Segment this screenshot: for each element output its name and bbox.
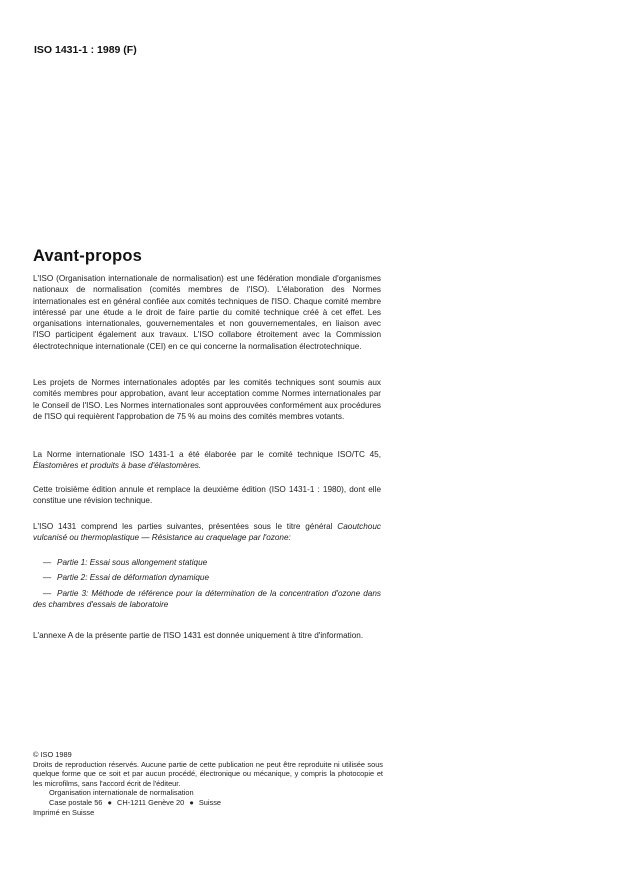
- part-label: Partie 2: Essai de déformation dynamique: [57, 573, 210, 582]
- dash-bullet: —: [43, 589, 52, 598]
- paragraph-text: L'annexe A de la présente partie de l'ISO 1431 est donnée uniquement à titre d'information.: [33, 631, 364, 640]
- paragraph-annex-note: [33, 630, 381, 641]
- reproduction-rights: Droits de reproduction réservés. Aucune partie de cette publication ne peut être reproduite ni utilisée sous quelque forme que ce soit et par aucun procédé, électronique ou mécanique, y compris la photocopie et les microfilms, sans l'accord écrit de l'éditeur.: [33, 759, 383, 788]
- paragraph-lead: La Norme internationale ISO 1431-1 a été élaborée par le comité technique ISO/TC 45,: [33, 450, 381, 459]
- document-identifier: ISO 1431-1 : 1989 (F): [34, 44, 137, 56]
- committee-title: Élastomères et produits à base d'élastomères.: [33, 461, 202, 471]
- copyright-notice: © ISO 1989: [33, 750, 72, 759]
- dash-bullet: —: [43, 573, 52, 582]
- part-label: Partie 3: Méthode de référence pour la détermination de la concentration d'ozone dans des chambres d'essais de laboratoire: [33, 589, 381, 610]
- paragraph-iso-overview: [33, 273, 381, 352]
- address-city: CH-1211 Genève 20: [117, 797, 185, 807]
- paragraph-lead: L'ISO 1431 comprend les parties suivantes, présentées sous le titre général: [33, 522, 333, 531]
- part-label: Partie 1: Essai sous allongement statique: [57, 558, 208, 567]
- paragraph-text: Cette troisième édition annule et remplace la deuxième édition (ISO 1431-1 : 1980), dont elle constitue une révision technique.: [33, 485, 381, 506]
- paragraph-text: [33, 449, 381, 472]
- publisher-name: Organisation internationale de normalisation: [49, 788, 194, 798]
- bullet-icon: ●: [107, 797, 112, 807]
- list-item-part-2: [33, 572, 381, 583]
- section-heading-foreword: Avant-propos: [33, 247, 143, 265]
- address-country: Suisse: [198, 797, 222, 807]
- paragraph-text: Les projets de Normes internationales adoptés par les comités techniques sont soumis aux comités membres pour approbation, avant leur acceptation comme Normes internationales par le Conseil de l'ISO. Les Normes internationales sont approuvées conformément aux procédures de l'ISO qui requièrent l'approbation de 75 % au moins des comités membres votants.: [33, 378, 381, 421]
- paragraph-text: [33, 521, 381, 544]
- paragraph-approval-process: [33, 377, 381, 422]
- list-item-part-1: [33, 557, 381, 568]
- dash-bullet: —: [43, 558, 52, 567]
- copyright-footer: [33, 750, 383, 817]
- general-title: Caoutchouc vulcanisé ou thermoplastique — Résistance au craquelage par l'ozone:: [33, 522, 381, 543]
- printed-in: Imprimé en Suisse: [33, 807, 95, 817]
- list-item-part-3: [33, 588, 381, 611]
- paragraph-text: L'ISO (Organisation internationale de normalisation) est une fédération mondiale d'organismes nationaux de normalisation (comités membres de l'ISO). L'élaboration des Normes internationales est en général confiée aux comités techniques de l'ISO. Chaque comité membre intéressé par une étude a le droit de faire partie du comité technique créé à cet effet. Les organisations internationales, gouvernementales et non gouvernementales, en liaison avec l'ISO participent également aux travaux. L'ISO collabore étroitement avec la Commission électrotechnique internationale (CEI) en ce qui concerne la normalisation électrotechnique.: [33, 274, 381, 351]
- paragraph-edition-note: [33, 484, 381, 507]
- publisher-address: [33, 798, 383, 808]
- address-box: Case postale 56: [49, 797, 103, 807]
- paragraph-parts-intro: [33, 521, 381, 544]
- bullet-icon: ●: [189, 797, 194, 807]
- paragraph-technical-committee: [33, 449, 381, 472]
